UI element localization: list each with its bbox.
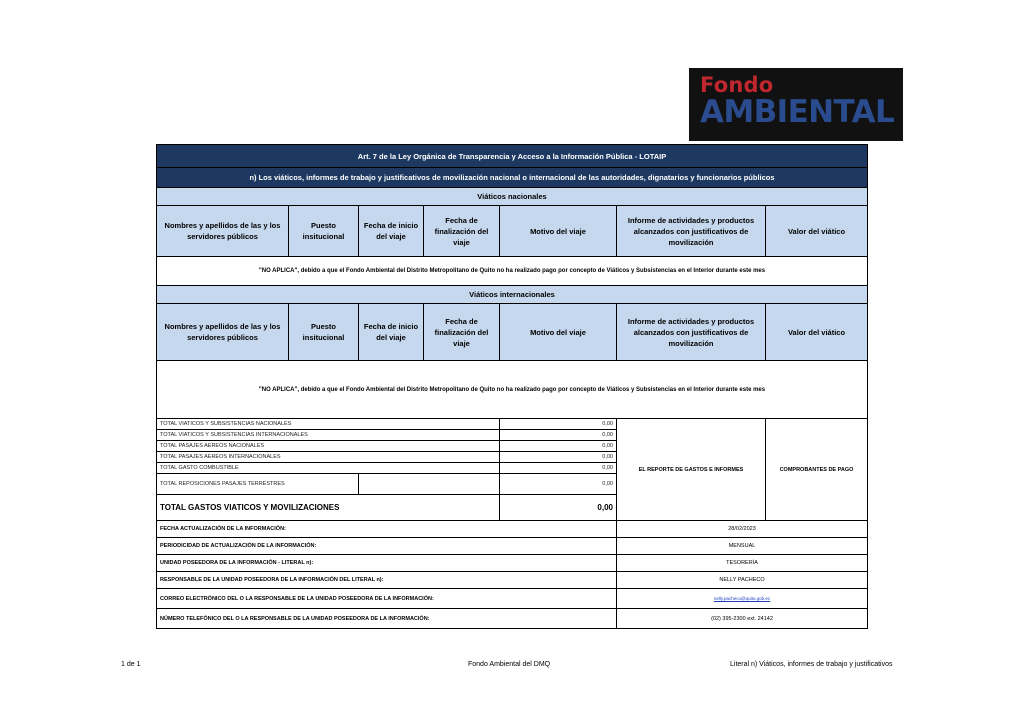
column-header: Nombres y apellidos de las y los servidores públicos — [157, 304, 289, 361]
meta-value: (02) 395-2300 ext. 24142 — [617, 609, 868, 629]
header-row-nacionales — [157, 206, 868, 257]
total-label: TOTAL PASAJES AEREOS NACIONALES — [157, 441, 500, 452]
section-viaticos-internacionales: Viáticos internacionales — [157, 286, 868, 304]
logo-line-1: Fondo — [700, 73, 774, 97]
meta-row — [157, 572, 868, 589]
reporte-gastos-informes: EL REPORTE DE GASTOS E INFORMES — [617, 419, 766, 521]
total-value: 0,00 — [500, 419, 617, 430]
grand-total-value: 0,00 — [500, 495, 617, 521]
total-value: 0,00 — [500, 463, 617, 474]
column-header: Fecha de finalización del viaje — [424, 304, 500, 361]
footer-page-number: 1 de 1 — [121, 661, 141, 668]
meta-value: TESORERÍA — [617, 555, 868, 572]
column-header: Fecha de inicio del viaje — [359, 304, 424, 361]
comprobantes-de-pago: COMPROBANTES DE PAGO — [766, 419, 868, 521]
column-header: Valor del viático — [766, 304, 868, 361]
total-value: 0,00 — [500, 441, 617, 452]
meta-value-cell — [617, 589, 868, 609]
total-label: TOTAL GASTO COMBUSTIBLE — [157, 463, 500, 474]
meta-label: PERIODICIDAD DE ACTUALIZACIÓN DE LA INFORMACIÓN: — [157, 538, 617, 555]
header-row-internacionales — [157, 304, 868, 361]
column-header: Informe de actividades y productos alcanzados con justificativos de movilización — [617, 304, 766, 361]
column-header: Fecha de finalización del viaje — [424, 206, 500, 257]
meta-label: NÚMERO TELEFÓNICO DEL O LA RESPONSABLE DE LA UNIDAD POSEEDORA DE LA INFORMACIÓN: — [157, 609, 617, 629]
lotaip-table — [156, 144, 868, 629]
column-header: Motivo del viaje — [500, 206, 617, 257]
grand-total-label: TOTAL GASTOS VIATICOS Y MOVILIZACIONES — [157, 495, 500, 521]
column-header: Fecha de inicio del viaje — [359, 206, 424, 257]
total-label: TOTAL VIATICOS Y SUBSISTENCIAS NACIONALES — [157, 419, 500, 430]
meta-value: 28/02/2023 — [617, 521, 868, 538]
meta-row — [157, 538, 868, 555]
logo-line-2: AMBIENTAL — [700, 94, 895, 130]
meta-value: MENSUAL — [617, 538, 868, 555]
fondo-ambiental-logo — [689, 68, 903, 141]
no-aplica-internacionales: "NO APLICA", debido a que el Fondo Ambiental del Distrito Metropolitano de Quito no ha realizado pago por concepto de Viáticos y Subsistencias en el Interior durante este mes — [157, 361, 868, 419]
email-link[interactable]: nelly.pacheco@quito.gob.ec — [713, 595, 771, 601]
meta-label: RESPONSABLE DE LA UNIDAD POSEEDORA DE LA INFORMACIÓN DEL LITERAL n): — [157, 572, 617, 589]
column-header: Valor del viático — [766, 206, 868, 257]
total-label: TOTAL VIATICOS Y SUBSISTENCIAS INTERNACIONALES — [157, 430, 500, 441]
meta-value: NELLY PACHECO — [617, 572, 868, 589]
total-row — [157, 419, 868, 430]
section-viaticos-nacionales: Viáticos nacionales — [157, 188, 868, 206]
meta-row — [157, 555, 868, 572]
column-header: Nombres y apellidos de las y los servidores públicos — [157, 206, 289, 257]
meta-row — [157, 609, 868, 629]
footer-center-text: Fondo Ambiental del DMQ — [468, 661, 551, 668]
empty-cell — [359, 474, 500, 495]
column-header: Puesto insitucional — [289, 304, 359, 361]
column-header: Informe de actividades y productos alcanzados con justificativos de movilización — [617, 206, 766, 257]
column-header: Motivo del viaje — [500, 304, 617, 361]
total-label: TOTAL REPOSICIONES PASAJES TERRESTRES — [157, 474, 359, 495]
table-subtitle: n) Los viáticos, informes de trabajo y justificativos de movilización nacional o internacional de las autoridades, dignatarios y funcionarios públicos — [157, 168, 868, 188]
total-value: 0,00 — [500, 430, 617, 441]
column-header: Puesto insitucional — [289, 206, 359, 257]
total-label: TOTAL PASAJES AEREOS INTERNACIONALES — [157, 452, 500, 463]
table-title: Art. 7 de la Ley Orgánica de Transparencia y Acceso a la Información Pública - LOTAIP — [157, 145, 868, 168]
total-value: 0,00 — [500, 452, 617, 463]
meta-label: CORREO ELECTRÓNICO DEL O LA RESPONSABLE DE LA UNIDAD POSEEDORA DE LA INFORMACIÓN: — [157, 589, 617, 609]
meta-label: UNIDAD POSEEDORA DE LA INFORMACIÓN - LITERAL n): — [157, 555, 617, 572]
no-aplica-nacionales: "NO APLICA", debido a que el Fondo Ambiental del Distrito Metropolitano de Quito no ha realizado pago por concepto de Viáticos y Subsistencias en el Interior durante este mes — [157, 257, 868, 286]
meta-row — [157, 589, 868, 609]
total-value: 0,00 — [500, 474, 617, 495]
meta-row — [157, 521, 868, 538]
footer-right-text: Literal n) Viáticos, informes de trabajo y justificativos — [730, 661, 893, 668]
meta-label: FECHA ACTUALIZACIÓN DE LA INFORMACIÓN: — [157, 521, 617, 538]
